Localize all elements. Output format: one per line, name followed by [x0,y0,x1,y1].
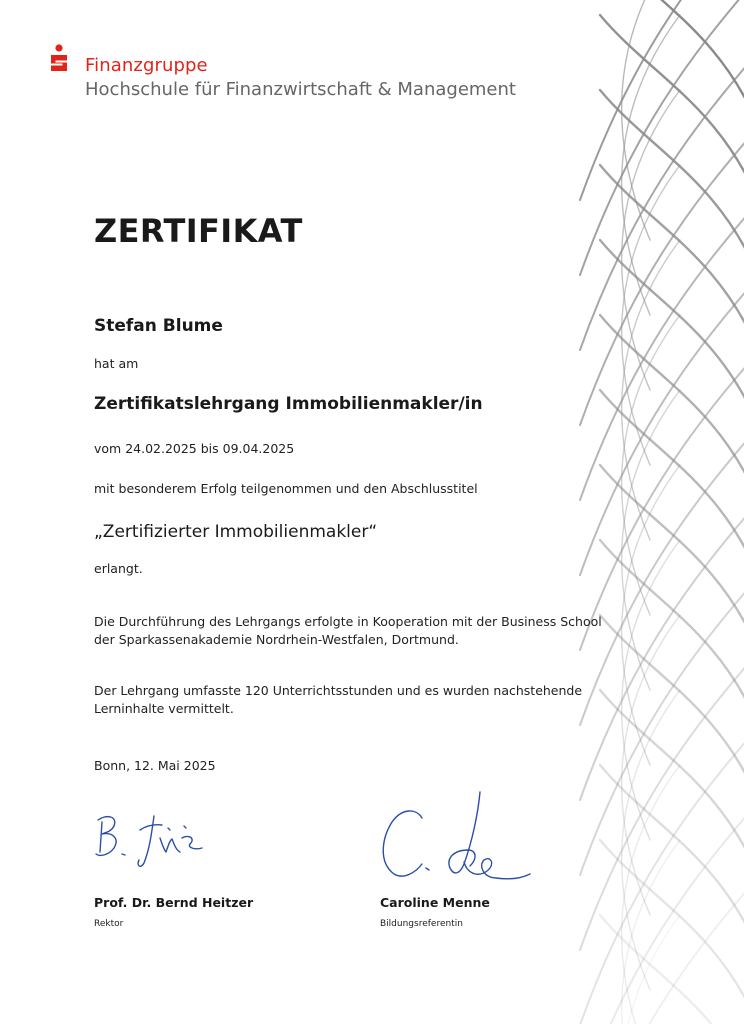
course-period: vom 24.02.2025 bis 09.04.2025 [94,441,295,456]
course-name: Zertifikatslehrgang Immobilienmakler/in [94,394,483,414]
scope-line-1: Der Lehrgang umfasste 120 Unterrichtsstunden und es wurden nachstehende [94,683,583,698]
place-date: Bonn, 12. Mai 2025 [94,758,216,773]
signatory-name: Prof. Dr. Bernd Heitzer [94,895,254,910]
participation-text: mit besonderem Erfolg teilgenommen und den Abschlusstitel [94,481,478,496]
scope-paragraph [94,682,634,718]
degree-title: „Zertifizierter Immobilienmakler“ [94,522,378,542]
sparkasse-s-logo-icon [48,44,70,74]
cooperation-line-2: der Sparkassenakademie Nordrhein-Westfalen, Dortmund. [94,632,459,647]
intro-text: hat am [94,356,139,371]
institution-name: Hochschule für Finanzwirtschaft & Management [85,79,516,100]
signature-heitzer [92,808,222,870]
certificate-title: ZERTIFIKAT [94,212,303,250]
cooperation-paragraph [94,613,634,649]
signatory-role: Bildungsreferentin [380,919,463,929]
cooperation-line-1: Die Durchführung des Lehrgangs erfolgte in Kooperation mit der Business School [94,614,602,629]
recipient-name: Stefan Blume [94,316,223,336]
scope-line-2: Lerninhalte vermittelt. [94,701,234,716]
decorative-arc-pattern [560,0,744,1024]
obtained-text: erlangt. [94,561,143,576]
signatory-name: Caroline Menne [380,895,490,910]
signature-menne [372,784,540,890]
signatory-role: Rektor [94,919,124,929]
brand-name: Finanzgruppe [85,55,208,76]
